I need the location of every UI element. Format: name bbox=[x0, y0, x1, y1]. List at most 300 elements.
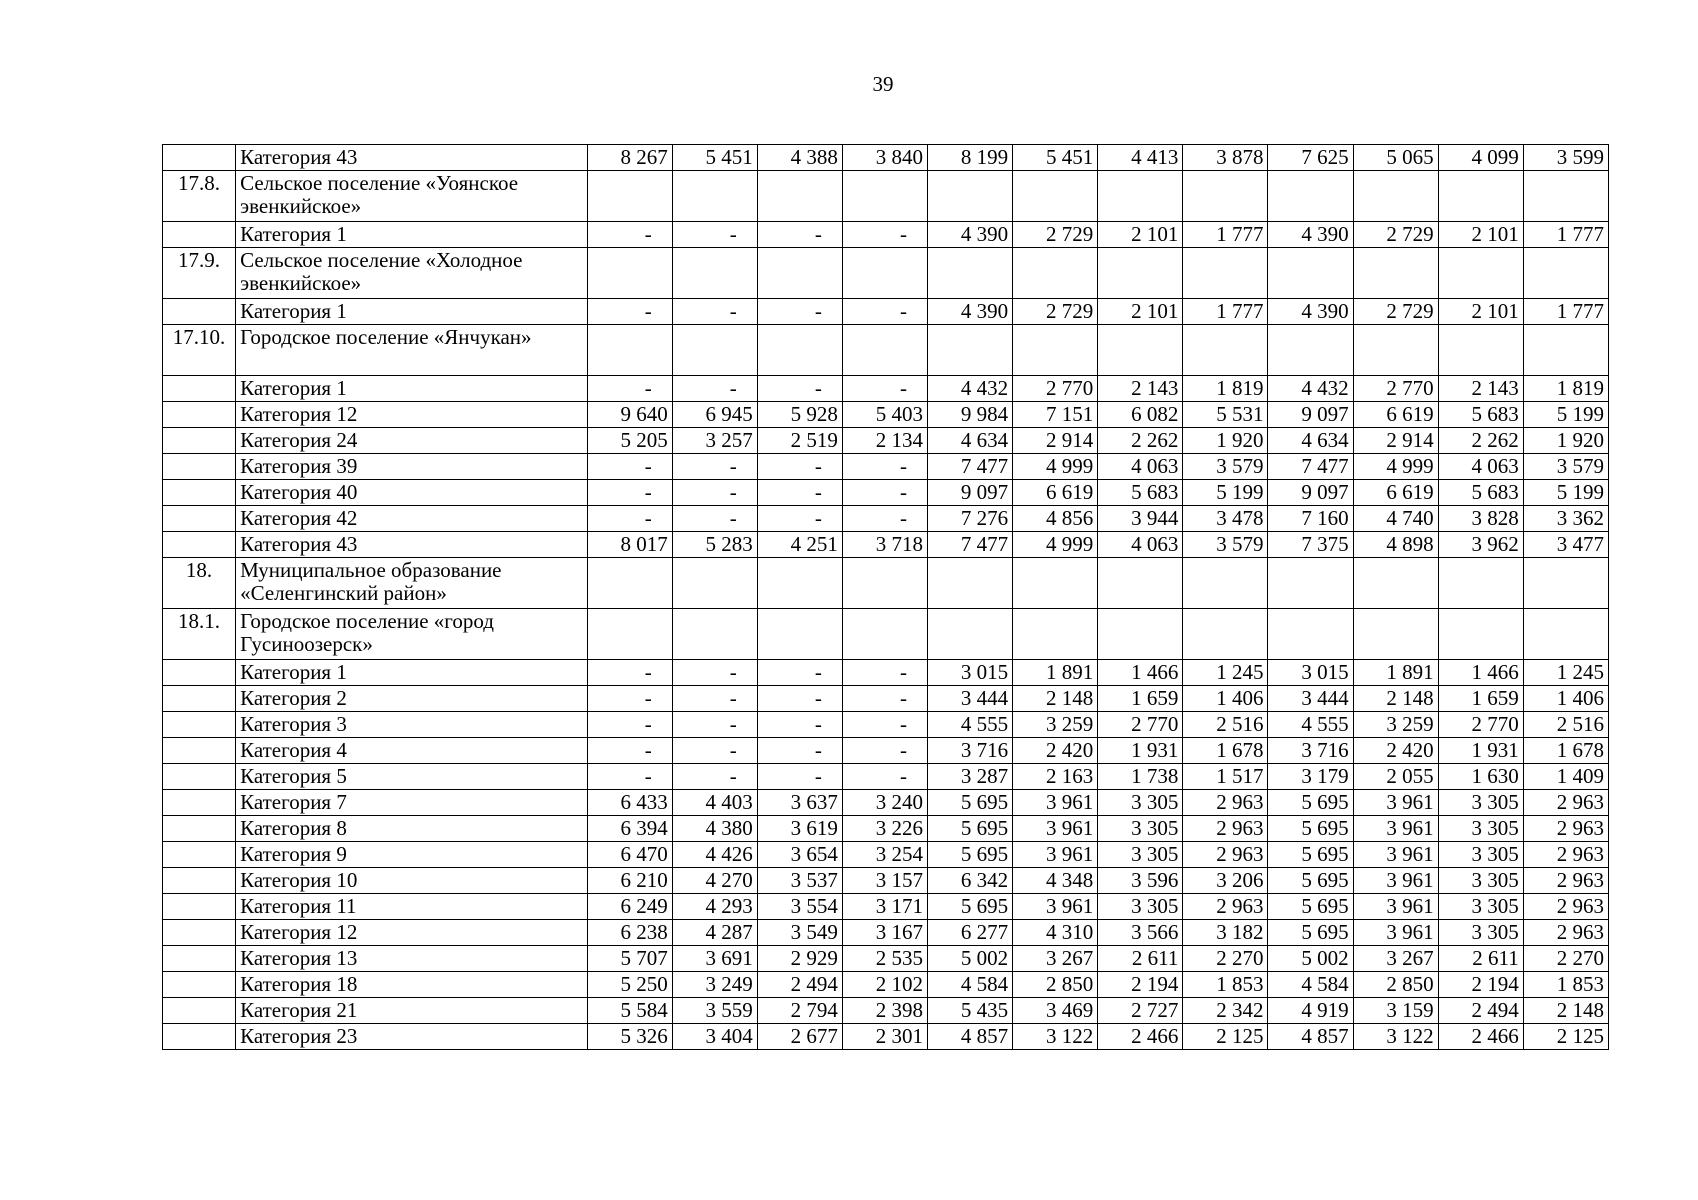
row-number-cell bbox=[163, 998, 236, 1024]
value-cell bbox=[1183, 325, 1268, 376]
row-name-cell: Сельское поселение «Уоянское эвенкийское» bbox=[236, 171, 587, 222]
value-cell: 4 063 bbox=[1438, 454, 1523, 480]
value-cell: 6 470 bbox=[587, 842, 672, 868]
value-cell: 3 961 bbox=[1013, 816, 1098, 842]
value-cell bbox=[1353, 248, 1438, 299]
value-cell: - bbox=[842, 738, 927, 764]
row-number-cell bbox=[163, 946, 236, 972]
value-cell: 5 695 bbox=[1268, 868, 1353, 894]
value-cell: 3 477 bbox=[1523, 532, 1608, 558]
value-cell: 3 549 bbox=[757, 920, 842, 946]
value-cell: - bbox=[587, 222, 672, 248]
value-cell bbox=[1098, 609, 1183, 660]
table-row bbox=[163, 946, 1609, 972]
value-cell: 3 961 bbox=[1013, 842, 1098, 868]
value-cell: 2 420 bbox=[1013, 738, 1098, 764]
value-cell: 2 850 bbox=[1353, 972, 1438, 998]
value-cell: - bbox=[672, 376, 757, 402]
row-name-cell: Категория 42 bbox=[236, 506, 587, 532]
value-cell: 6 394 bbox=[587, 816, 672, 842]
value-cell: 2 194 bbox=[1098, 972, 1183, 998]
value-cell: 4 348 bbox=[1013, 868, 1098, 894]
value-cell: 5 002 bbox=[928, 946, 1013, 972]
value-cell: 3 157 bbox=[842, 868, 927, 894]
value-cell bbox=[1523, 325, 1608, 376]
value-cell bbox=[1438, 558, 1523, 609]
value-cell: 1 920 bbox=[1183, 428, 1268, 454]
value-cell bbox=[1268, 558, 1353, 609]
value-cell: 4 287 bbox=[672, 920, 757, 946]
value-cell: 2 963 bbox=[1183, 894, 1268, 920]
table-row bbox=[163, 145, 1609, 171]
value-cell: 3 305 bbox=[1098, 894, 1183, 920]
value-cell: 1 777 bbox=[1183, 222, 1268, 248]
value-cell: 2 102 bbox=[842, 972, 927, 998]
value-cell bbox=[1013, 325, 1098, 376]
value-cell: 3 716 bbox=[928, 738, 1013, 764]
value-cell bbox=[928, 325, 1013, 376]
value-cell: 4 390 bbox=[928, 222, 1013, 248]
row-number-cell: 18. bbox=[163, 558, 236, 609]
value-cell: 7 477 bbox=[928, 532, 1013, 558]
value-cell: 7 276 bbox=[928, 506, 1013, 532]
value-cell: 1 466 bbox=[1438, 660, 1523, 686]
value-cell bbox=[672, 248, 757, 299]
row-name-cell: Категория 4 bbox=[236, 738, 587, 764]
row-number-cell bbox=[163, 506, 236, 532]
value-cell bbox=[842, 248, 927, 299]
value-cell: 1 659 bbox=[1438, 686, 1523, 712]
value-cell: 4 584 bbox=[928, 972, 1013, 998]
row-number-cell: 18.1. bbox=[163, 609, 236, 660]
value-cell: 3 257 bbox=[672, 428, 757, 454]
value-cell: 2 770 bbox=[1353, 376, 1438, 402]
value-cell: 3 179 bbox=[1268, 764, 1353, 790]
value-cell: 3 305 bbox=[1098, 842, 1183, 868]
row-name-cell: Категория 43 bbox=[236, 532, 587, 558]
value-cell bbox=[587, 325, 672, 376]
table-row bbox=[163, 480, 1609, 506]
value-cell: 2 125 bbox=[1183, 1024, 1268, 1050]
value-cell: 3 444 bbox=[928, 686, 1013, 712]
value-cell: - bbox=[587, 376, 672, 402]
value-cell bbox=[757, 171, 842, 222]
row-name-cell: Городское поселение «город Гусиноозерск» bbox=[236, 609, 587, 660]
value-cell: 3 305 bbox=[1438, 868, 1523, 894]
value-cell bbox=[672, 609, 757, 660]
value-cell: 3 961 bbox=[1353, 816, 1438, 842]
value-cell bbox=[757, 248, 842, 299]
value-cell: - bbox=[587, 764, 672, 790]
value-cell: 9 097 bbox=[1268, 402, 1353, 428]
value-cell: 4 999 bbox=[1353, 454, 1438, 480]
value-cell: 3 579 bbox=[1523, 454, 1608, 480]
value-cell bbox=[672, 171, 757, 222]
row-name-cell: Категория 21 bbox=[236, 998, 587, 1024]
value-cell: 3 305 bbox=[1098, 816, 1183, 842]
row-number-cell: 17.8. bbox=[163, 171, 236, 222]
value-cell: 2 611 bbox=[1098, 946, 1183, 972]
value-cell bbox=[1438, 171, 1523, 222]
value-cell: 2 963 bbox=[1523, 868, 1608, 894]
value-cell: 3 579 bbox=[1183, 532, 1268, 558]
value-cell: 5 707 bbox=[587, 946, 672, 972]
value-cell: 5 695 bbox=[1268, 894, 1353, 920]
value-cell: 2 516 bbox=[1523, 712, 1608, 738]
table-row bbox=[163, 686, 1609, 712]
row-name-cell: Категория 1 bbox=[236, 299, 587, 325]
row-name-cell: Категория 8 bbox=[236, 816, 587, 842]
value-cell: 1 891 bbox=[1013, 660, 1098, 686]
value-cell: 4 634 bbox=[1268, 428, 1353, 454]
value-cell: 2 535 bbox=[842, 946, 927, 972]
table-row bbox=[163, 376, 1609, 402]
table-row bbox=[163, 609, 1609, 660]
value-cell: 1 409 bbox=[1523, 764, 1608, 790]
table-body bbox=[163, 145, 1609, 1050]
row-name-cell: Категория 7 bbox=[236, 790, 587, 816]
value-cell: 3 637 bbox=[757, 790, 842, 816]
value-cell: 3 259 bbox=[1353, 712, 1438, 738]
value-cell bbox=[587, 609, 672, 660]
value-cell: 6 238 bbox=[587, 920, 672, 946]
value-cell: 3 619 bbox=[757, 816, 842, 842]
row-number-cell bbox=[163, 868, 236, 894]
value-cell: 4 390 bbox=[1268, 299, 1353, 325]
row-name-cell: Категория 5 bbox=[236, 764, 587, 790]
tariff-table bbox=[162, 144, 1609, 1050]
value-cell: - bbox=[842, 222, 927, 248]
value-cell: 4 584 bbox=[1268, 972, 1353, 998]
value-cell bbox=[1013, 248, 1098, 299]
row-number-cell bbox=[163, 222, 236, 248]
value-cell: 5 695 bbox=[928, 816, 1013, 842]
value-cell: 6 619 bbox=[1353, 480, 1438, 506]
table-row bbox=[163, 222, 1609, 248]
value-cell: 3 122 bbox=[1353, 1024, 1438, 1050]
value-cell: 4 999 bbox=[1013, 532, 1098, 558]
row-name-cell: Категория 12 bbox=[236, 920, 587, 946]
value-cell: 1 931 bbox=[1098, 738, 1183, 764]
value-cell: 1 819 bbox=[1183, 376, 1268, 402]
value-cell: 4 856 bbox=[1013, 506, 1098, 532]
value-cell: 4 426 bbox=[672, 842, 757, 868]
value-cell: 7 477 bbox=[928, 454, 1013, 480]
value-cell bbox=[1183, 558, 1268, 609]
row-number-cell bbox=[163, 428, 236, 454]
value-cell: 3 828 bbox=[1438, 506, 1523, 532]
value-cell: 4 740 bbox=[1353, 506, 1438, 532]
value-cell: 3 122 bbox=[1013, 1024, 1098, 1050]
row-number-cell bbox=[163, 816, 236, 842]
value-cell: 2 770 bbox=[1013, 376, 1098, 402]
value-cell: 9 097 bbox=[1268, 480, 1353, 506]
value-cell: 3 159 bbox=[1353, 998, 1438, 1024]
row-number-cell bbox=[163, 376, 236, 402]
value-cell: 1 659 bbox=[1098, 686, 1183, 712]
row-number-cell bbox=[163, 660, 236, 686]
value-cell: 3 444 bbox=[1268, 686, 1353, 712]
value-cell bbox=[1013, 171, 1098, 222]
value-cell: 1 245 bbox=[1183, 660, 1268, 686]
value-cell: 5 065 bbox=[1353, 145, 1438, 171]
value-cell bbox=[1438, 325, 1523, 376]
value-cell: 2 494 bbox=[757, 972, 842, 998]
value-cell: 2 914 bbox=[1013, 428, 1098, 454]
value-cell: 3 206 bbox=[1183, 868, 1268, 894]
value-cell: 2 963 bbox=[1523, 790, 1608, 816]
value-cell: 2 342 bbox=[1183, 998, 1268, 1024]
value-cell bbox=[1268, 325, 1353, 376]
value-cell: 3 961 bbox=[1353, 894, 1438, 920]
value-cell: 2 262 bbox=[1438, 428, 1523, 454]
value-cell: 2 148 bbox=[1523, 998, 1608, 1024]
value-cell bbox=[1353, 171, 1438, 222]
value-cell: - bbox=[842, 764, 927, 790]
table-row bbox=[163, 712, 1609, 738]
value-cell: 3 249 bbox=[672, 972, 757, 998]
value-cell: - bbox=[842, 506, 927, 532]
value-cell: 1 853 bbox=[1523, 972, 1608, 998]
value-cell: 4 388 bbox=[757, 145, 842, 171]
value-cell bbox=[757, 325, 842, 376]
value-cell: - bbox=[757, 506, 842, 532]
value-cell: 2 729 bbox=[1013, 222, 1098, 248]
value-cell: - bbox=[757, 376, 842, 402]
value-cell: 4 857 bbox=[928, 1024, 1013, 1050]
value-cell: 2 055 bbox=[1353, 764, 1438, 790]
value-cell: 6 082 bbox=[1098, 402, 1183, 428]
value-cell: - bbox=[587, 660, 672, 686]
value-cell: 1 245 bbox=[1523, 660, 1608, 686]
row-name-cell: Категория 9 bbox=[236, 842, 587, 868]
value-cell: 3 840 bbox=[842, 145, 927, 171]
value-cell: 3 267 bbox=[1353, 946, 1438, 972]
row-name-cell: Категория 1 bbox=[236, 660, 587, 686]
value-cell: 4 413 bbox=[1098, 145, 1183, 171]
value-cell: 7 160 bbox=[1268, 506, 1353, 532]
value-cell: - bbox=[672, 506, 757, 532]
value-cell: 3 599 bbox=[1523, 145, 1608, 171]
value-cell: 6 249 bbox=[587, 894, 672, 920]
value-cell bbox=[1268, 609, 1353, 660]
value-cell bbox=[1268, 248, 1353, 299]
value-cell: 2 929 bbox=[757, 946, 842, 972]
value-cell: 4 270 bbox=[672, 868, 757, 894]
value-cell: 2 466 bbox=[1438, 1024, 1523, 1050]
value-cell: 1 678 bbox=[1523, 738, 1608, 764]
value-cell: 8 017 bbox=[587, 532, 672, 558]
value-cell: 6 210 bbox=[587, 868, 672, 894]
value-cell: 5 199 bbox=[1523, 402, 1608, 428]
row-name-cell: Категория 2 bbox=[236, 686, 587, 712]
value-cell: 1 777 bbox=[1523, 222, 1608, 248]
value-cell bbox=[672, 558, 757, 609]
value-cell bbox=[1013, 609, 1098, 660]
value-cell: - bbox=[587, 480, 672, 506]
row-name-cell: Категория 39 bbox=[236, 454, 587, 480]
value-cell bbox=[757, 609, 842, 660]
value-cell: - bbox=[757, 712, 842, 738]
value-cell: - bbox=[842, 376, 927, 402]
value-cell: 4 251 bbox=[757, 532, 842, 558]
value-cell: 7 375 bbox=[1268, 532, 1353, 558]
row-name-cell: Категория 18 bbox=[236, 972, 587, 998]
value-cell: - bbox=[587, 506, 672, 532]
value-cell bbox=[1183, 248, 1268, 299]
value-cell: 2 101 bbox=[1438, 222, 1523, 248]
row-name-cell: Муниципальное образование «Селенгинский район» bbox=[236, 558, 587, 609]
value-cell: 2 727 bbox=[1098, 998, 1183, 1024]
row-number-cell bbox=[163, 764, 236, 790]
value-cell: 4 919 bbox=[1268, 998, 1353, 1024]
value-cell: 3 961 bbox=[1013, 790, 1098, 816]
value-cell bbox=[842, 325, 927, 376]
value-cell bbox=[1353, 609, 1438, 660]
value-cell: 3 254 bbox=[842, 842, 927, 868]
value-cell: 4 555 bbox=[928, 712, 1013, 738]
value-cell bbox=[1183, 609, 1268, 660]
row-name-cell: Категория 1 bbox=[236, 222, 587, 248]
value-cell: - bbox=[587, 738, 672, 764]
value-cell: - bbox=[672, 660, 757, 686]
value-cell: 2 270 bbox=[1183, 946, 1268, 972]
value-cell: - bbox=[757, 454, 842, 480]
value-cell: 2 677 bbox=[757, 1024, 842, 1050]
value-cell: 6 945 bbox=[672, 402, 757, 428]
value-cell: 2 262 bbox=[1098, 428, 1183, 454]
value-cell bbox=[587, 248, 672, 299]
value-cell: 2 270 bbox=[1523, 946, 1608, 972]
value-cell: 3 596 bbox=[1098, 868, 1183, 894]
value-cell: - bbox=[757, 660, 842, 686]
value-cell bbox=[1098, 325, 1183, 376]
table-row bbox=[163, 558, 1609, 609]
value-cell: 3 554 bbox=[757, 894, 842, 920]
value-cell: 3 962 bbox=[1438, 532, 1523, 558]
value-cell bbox=[587, 171, 672, 222]
value-cell: - bbox=[757, 686, 842, 712]
value-cell: - bbox=[672, 222, 757, 248]
value-cell: - bbox=[672, 738, 757, 764]
value-cell: 3 961 bbox=[1013, 894, 1098, 920]
value-cell: 5 683 bbox=[1098, 480, 1183, 506]
value-cell: 2 101 bbox=[1438, 299, 1523, 325]
value-cell: 3 305 bbox=[1438, 894, 1523, 920]
value-cell bbox=[1353, 558, 1438, 609]
value-cell bbox=[1183, 171, 1268, 222]
value-cell: 2 143 bbox=[1438, 376, 1523, 402]
value-cell bbox=[842, 171, 927, 222]
value-cell: 5 326 bbox=[587, 1024, 672, 1050]
value-cell: 3 404 bbox=[672, 1024, 757, 1050]
page-number: 39 bbox=[872, 72, 894, 96]
value-cell: - bbox=[757, 480, 842, 506]
value-cell: 3 362 bbox=[1523, 506, 1608, 532]
value-cell bbox=[1438, 248, 1523, 299]
value-cell: 3 944 bbox=[1098, 506, 1183, 532]
value-cell: - bbox=[842, 660, 927, 686]
value-cell: 2 963 bbox=[1523, 842, 1608, 868]
value-cell: 2 125 bbox=[1523, 1024, 1608, 1050]
row-name-cell: Категория 10 bbox=[236, 868, 587, 894]
value-cell: 3 579 bbox=[1183, 454, 1268, 480]
value-cell: 6 619 bbox=[1353, 402, 1438, 428]
value-cell: 5 683 bbox=[1438, 402, 1523, 428]
value-cell: 5 695 bbox=[1268, 816, 1353, 842]
value-cell: - bbox=[587, 712, 672, 738]
value-cell: 3 961 bbox=[1353, 920, 1438, 946]
value-cell: 4 293 bbox=[672, 894, 757, 920]
value-cell: 2 729 bbox=[1353, 299, 1438, 325]
value-cell: 2 148 bbox=[1353, 686, 1438, 712]
value-cell: 5 250 bbox=[587, 972, 672, 998]
value-cell bbox=[1523, 171, 1608, 222]
row-number-cell bbox=[163, 842, 236, 868]
value-cell: 3 305 bbox=[1438, 790, 1523, 816]
value-cell: - bbox=[672, 764, 757, 790]
value-cell: - bbox=[757, 299, 842, 325]
value-cell: 2 194 bbox=[1438, 972, 1523, 998]
value-cell: 2 143 bbox=[1098, 376, 1183, 402]
value-cell: 4 555 bbox=[1268, 712, 1353, 738]
value-cell: 2 914 bbox=[1353, 428, 1438, 454]
value-cell: 5 199 bbox=[1523, 480, 1608, 506]
value-cell: 7 625 bbox=[1268, 145, 1353, 171]
value-cell bbox=[1098, 171, 1183, 222]
value-cell bbox=[1353, 325, 1438, 376]
value-cell bbox=[928, 248, 1013, 299]
value-cell: 3 961 bbox=[1353, 868, 1438, 894]
value-cell: 6 342 bbox=[928, 868, 1013, 894]
value-cell: 4 999 bbox=[1013, 454, 1098, 480]
value-cell: 2 420 bbox=[1353, 738, 1438, 764]
row-number-cell bbox=[163, 532, 236, 558]
value-cell: 3 305 bbox=[1438, 816, 1523, 842]
table-row bbox=[163, 454, 1609, 480]
value-cell: 2 134 bbox=[842, 428, 927, 454]
value-cell: 3 559 bbox=[672, 998, 757, 1024]
table-row bbox=[163, 790, 1609, 816]
value-cell: 5 002 bbox=[1268, 946, 1353, 972]
value-cell: 4 898 bbox=[1353, 532, 1438, 558]
value-cell: 3 182 bbox=[1183, 920, 1268, 946]
row-name-cell: Сельское поселение «Холодное эвенкийское» bbox=[236, 248, 587, 299]
table-row bbox=[163, 764, 1609, 790]
value-cell: 2 148 bbox=[1013, 686, 1098, 712]
value-cell: 2 770 bbox=[1098, 712, 1183, 738]
table-row bbox=[163, 299, 1609, 325]
value-cell: 4 380 bbox=[672, 816, 757, 842]
value-cell: 5 451 bbox=[1013, 145, 1098, 171]
table-row bbox=[163, 248, 1609, 299]
value-cell: 5 205 bbox=[587, 428, 672, 454]
value-cell: 3 305 bbox=[1098, 790, 1183, 816]
table-row bbox=[163, 325, 1609, 376]
value-cell: 1 891 bbox=[1353, 660, 1438, 686]
row-number-cell: 17.10. bbox=[163, 325, 236, 376]
value-cell: 1 406 bbox=[1183, 686, 1268, 712]
value-cell: - bbox=[587, 686, 672, 712]
row-number-cell bbox=[163, 1024, 236, 1050]
value-cell: 9 097 bbox=[928, 480, 1013, 506]
value-cell: - bbox=[587, 299, 672, 325]
table-row bbox=[163, 171, 1609, 222]
value-cell bbox=[928, 171, 1013, 222]
value-cell: 2 963 bbox=[1183, 842, 1268, 868]
value-cell: 2 729 bbox=[1013, 299, 1098, 325]
value-cell: 2 963 bbox=[1183, 816, 1268, 842]
